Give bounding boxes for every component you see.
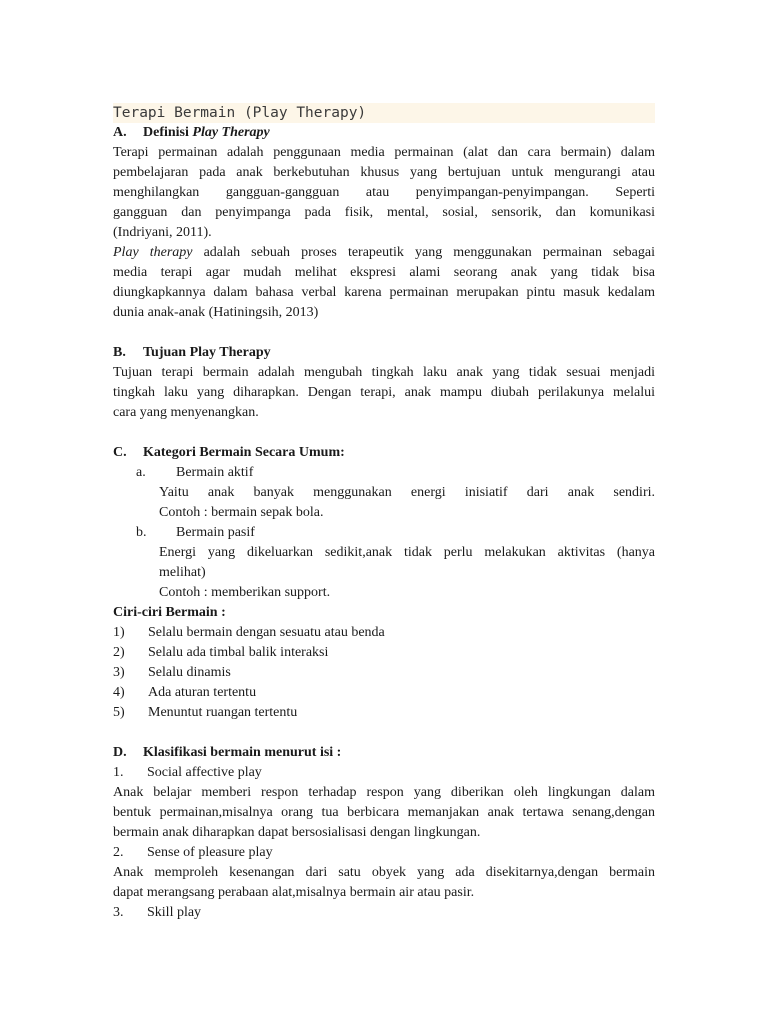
- category-desc: Energi yang dikeluarkan sedikit,anak tidak perlu melakukan aktivitas (hanya: [159, 545, 655, 560]
- paragraph-line: dunia anak-anak (Hatiningsih, 2013): [113, 305, 319, 320]
- ciri-item: 3) Selalu dinamis: [113, 665, 231, 680]
- paragraph-line: cara yang menyenangkan.: [113, 405, 259, 420]
- category-item: a. Bermain aktif: [136, 465, 254, 480]
- klasifikasi-item: 2. Sense of pleasure play: [113, 845, 273, 860]
- section-a-heading: A. Definisi Play Therapy: [113, 125, 270, 140]
- ciri-heading: Ciri-ciri Bermain :: [113, 605, 226, 620]
- paragraph-line: Terapi permainan adalah penggunaan media permainan (alat dan cara bermain) dalam: [113, 145, 655, 160]
- category-desc: Yaitu anak banyak menggunakan energi inisiatif dari anak sendiri.: [159, 485, 655, 500]
- ciri-item: 1) Selalu bermain dengan sesuatu atau benda: [113, 625, 385, 640]
- paragraph-line: dapat merangsang perabaan alat,misalnya bermain air atau pasir.: [113, 885, 475, 900]
- paragraph-line: bermain anak diharapkan dapat bersosialisasi dengan lingkungan.: [113, 825, 481, 840]
- document-body: [113, 103, 655, 923]
- paragraph-line: Anak belajar memberi respon terhadap respon yang diberikan oleh lingkungan dalam: [113, 785, 655, 800]
- category-desc: melihat): [159, 565, 206, 580]
- paragraph-line: menghilangkan gangguan-gangguan atau penyimpangan-penyimpangan. Seperti: [113, 185, 655, 200]
- document-title: Terapi Bermain (Play Therapy): [113, 103, 655, 123]
- section-d-heading: D. Klasifikasi bermain menurut isi :: [113, 745, 342, 760]
- ciri-item: 2) Selalu ada timbal balik interaksi: [113, 645, 329, 660]
- paragraph-line: Play therapy adalah sebuah proses terapeutik yang menggunakan permainan sebagai: [113, 245, 656, 260]
- category-item: b. Bermain pasif: [136, 525, 255, 540]
- paragraph-line: tingkah laku yang diharapkan. Dengan terapi, anak mampu diubah perilakunya melalui: [113, 385, 655, 400]
- paragraph-line: Anak memproleh kesenangan dari satu obyek yang ada disekitarnya,dengan bermain: [113, 865, 655, 880]
- ciri-item: 4) Ada aturan tertentu: [113, 685, 257, 700]
- paragraph-line: pembelajaran pada anak berkebutuhan khusus yang bertujuan untuk mengurangi atau: [113, 165, 655, 180]
- paragraph-line: Tujuan terapi bermain adalah mengubah tingkah laku anak yang tidak sesuai menjadi: [113, 365, 655, 380]
- section-c-heading: C. Kategori Bermain Secara Umum:: [113, 445, 345, 460]
- paragraph-line: diungkapkannya dalam bahasa verbal karena permainan merupakan pintu masuk kedalam: [113, 285, 655, 300]
- paragraph-line: gangguan dan penyimpanga pada fisik, mental, sosial, sensorik, dan komunikasi: [113, 205, 655, 220]
- paragraph-line: media terapi agar mudah melihat ekspresi alami seorang anak yang tidak bisa: [113, 265, 655, 280]
- paragraph-line: bentuk permainan,misalnya orang tua berbicara memanjakan anak tertawa senang,dengan: [113, 805, 655, 820]
- category-example: Contoh : bermain sepak bola.: [159, 505, 324, 520]
- klasifikasi-item: 1. Social affective play: [113, 765, 262, 780]
- category-example: Contoh : memberikan support.: [159, 585, 331, 600]
- section-b-heading: B. Tujuan Play Therapy: [113, 345, 271, 360]
- paragraph-line: (Indriyani, 2011).: [113, 225, 212, 240]
- klasifikasi-item: 3. Skill play: [113, 905, 202, 920]
- ciri-item: 5) Menuntut ruangan tertentu: [113, 705, 298, 720]
